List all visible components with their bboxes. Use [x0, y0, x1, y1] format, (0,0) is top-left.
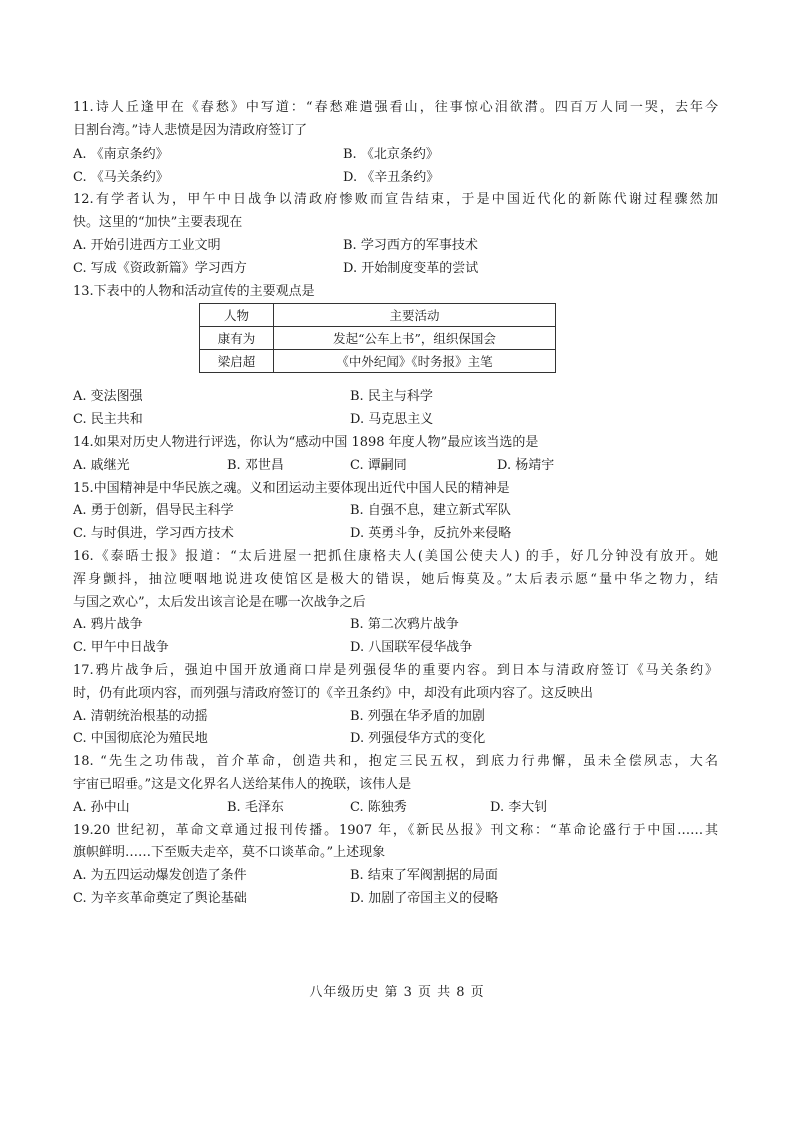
- page-footer: 八年级历史 第 3 页 共 8 页: [309, 985, 485, 1000]
- q17-option-a: A. 清朝统治根基的动摇: [73, 709, 208, 724]
- table-header-row: [200, 304, 556, 327]
- q16-stem-line3: 与国之欢心”，太后发出该言论是在哪一次战争之后: [73, 595, 366, 610]
- table-row: [200, 327, 556, 350]
- q19-option-a: A. 为五四运动爆发创造了条件: [73, 868, 247, 883]
- q15-option-a: A. 勇于创新，倡导民主科学: [73, 503, 234, 518]
- q16-stem-line2: 浑身颤抖，抽泣哽咽地说进攻使馆区是极大的错误，她后悔莫及。”太后表示愿“量中华之物力，结: [73, 572, 718, 587]
- q19-stem-line2: 旗帜鲜明……下至贩夫走卒，莫不口谈革命。”上述现象: [73, 845, 386, 860]
- q11-stem-line1: 11.诗人丘逢甲在《春愁》中写道：“春愁难遣强看山，往事惊心泪欲潸。四百万人同一哭，去年今: [73, 100, 718, 115]
- q18-stem-line1: 18. “先生之功伟哉，首介革命，创造共和，抱定三民五权，到底力行弗懈，虽未全偿夙志，大名: [73, 754, 718, 769]
- q17-stem-line2: 时，仍有此项内容，而列强与清政府签订的《辛丑条约》中，却没有此项内容了。这反映出: [73, 686, 594, 701]
- q11-option-b: B. 《北京条约》: [343, 147, 439, 162]
- q12-option-a: A. 开始引进西方工业文明: [73, 238, 221, 253]
- q12-option-b: B. 学习西方的军事技术: [343, 238, 478, 253]
- q12-option-c: C. 写成《资政新篇》学习西方: [73, 261, 247, 276]
- q16-option-a: A. 鸦片战争: [73, 617, 143, 632]
- table-cell: 康有为: [200, 327, 274, 350]
- q19-stem-line1: 19.20 世纪初，革命文章通过报刊传播。1907 年，《新民丛报》刊文称：“革命论盛行于中国……其: [73, 823, 718, 838]
- q14-option-a: A. 戚继光: [73, 458, 130, 473]
- q15-option-d: D. 英勇斗争，反抗外来侵略: [350, 526, 512, 541]
- q15-stem: 15.中国精神是中华民族之魂。义和团运动主要体现出近代中国人民的精神是: [73, 481, 510, 496]
- q18-stem-line2: 宇宙已昭垂。”这是文化界名人送给某伟人的挽联，该伟人是: [73, 777, 412, 792]
- q14-option-b: B. 邓世昌: [227, 458, 284, 473]
- q13-table: [199, 303, 556, 373]
- table-header-cell: 人物: [200, 304, 274, 327]
- table-header-cell: 主要活动: [274, 304, 556, 327]
- q13-option-b: B. 民主与科学: [350, 389, 433, 404]
- q18-option-c: C. 陈独秀: [350, 800, 407, 815]
- q11-stem-line2: 日割台湾。”诗人悲愤是因为清政府签订了: [73, 123, 308, 138]
- q16-option-c: C. 甲午中日战争: [73, 640, 169, 655]
- q16-stem-line1: 16.《泰晤士报》报道：“太后进屋一把抓住康格夫人(美国公使夫人) 的手，好几分钟没有放开。她: [73, 549, 718, 564]
- q17-option-b: B. 列强在华矛盾的加剧: [350, 709, 485, 724]
- q18-option-d: D. 李大钊: [490, 800, 548, 815]
- q13-stem: 13.下表中的人物和活动宣传的主要观点是: [73, 284, 315, 299]
- table-cell: 发起“公车上书”，组织保国会: [274, 327, 556, 350]
- q13-option-a: A. 变法图强: [73, 389, 143, 404]
- q19-option-c: C. 为辛亥革命奠定了舆论基础: [73, 891, 247, 906]
- q11-option-a: A. 《南京条约》: [73, 147, 169, 162]
- q13-option-c: C. 民主共和: [73, 412, 143, 427]
- q14-stem: 14.如果对历史人物进行评选，你认为“感动中国 1898 年度人物”最应该当选的是: [73, 435, 539, 450]
- q12-stem-line1: 12.有学者认为，甲午中日战争以清政府惨败而宣告结束，于是中国近代化的新陈代谢过程骤然加: [73, 192, 718, 207]
- q17-option-c: C. 中国彻底沦为殖民地: [73, 731, 208, 746]
- q18-option-a: A. 孙中山: [73, 800, 130, 815]
- q19-option-d: D. 加剧了帝国主义的侵略: [350, 891, 499, 906]
- q18-option-b: B. 毛泽东: [227, 800, 284, 815]
- q11-option-c: C. 《马关条约》: [73, 170, 169, 185]
- table-cell: 《中外纪闻》《时务报》主笔: [274, 350, 556, 373]
- q15-option-b: B. 自强不息，建立新式军队: [350, 503, 511, 518]
- q12-option-d: D. 开始制度变革的尝试: [343, 261, 479, 276]
- table-cell: 梁启超: [200, 350, 274, 373]
- q17-option-d: D. 列强侵华方式的变化: [350, 731, 486, 746]
- q13-option-d: D. 马克思主义: [350, 412, 434, 427]
- q14-option-c: C. 谭嗣同: [350, 458, 407, 473]
- q16-option-b: B. 第二次鸦片战争: [350, 617, 459, 632]
- q17-stem-line1: 17.鸦片战争后，强迫中国开放通商口岸是列强侵华的重要内容。到日本与清政府签订《马关条约》: [73, 663, 718, 678]
- q19-option-b: B. 结束了军阀割据的局面: [350, 868, 498, 883]
- table-row: [200, 350, 556, 373]
- q11-option-d: D. 《辛丑条约》: [343, 170, 440, 185]
- q15-option-c: C. 与时俱进，学习西方技术: [73, 526, 234, 541]
- q12-stem-line2: 快。这里的“加快”主要表现在: [73, 215, 243, 230]
- q14-option-d: D. 杨靖宇: [497, 458, 555, 473]
- q16-option-d: D. 八国联军侵华战争: [350, 640, 473, 655]
